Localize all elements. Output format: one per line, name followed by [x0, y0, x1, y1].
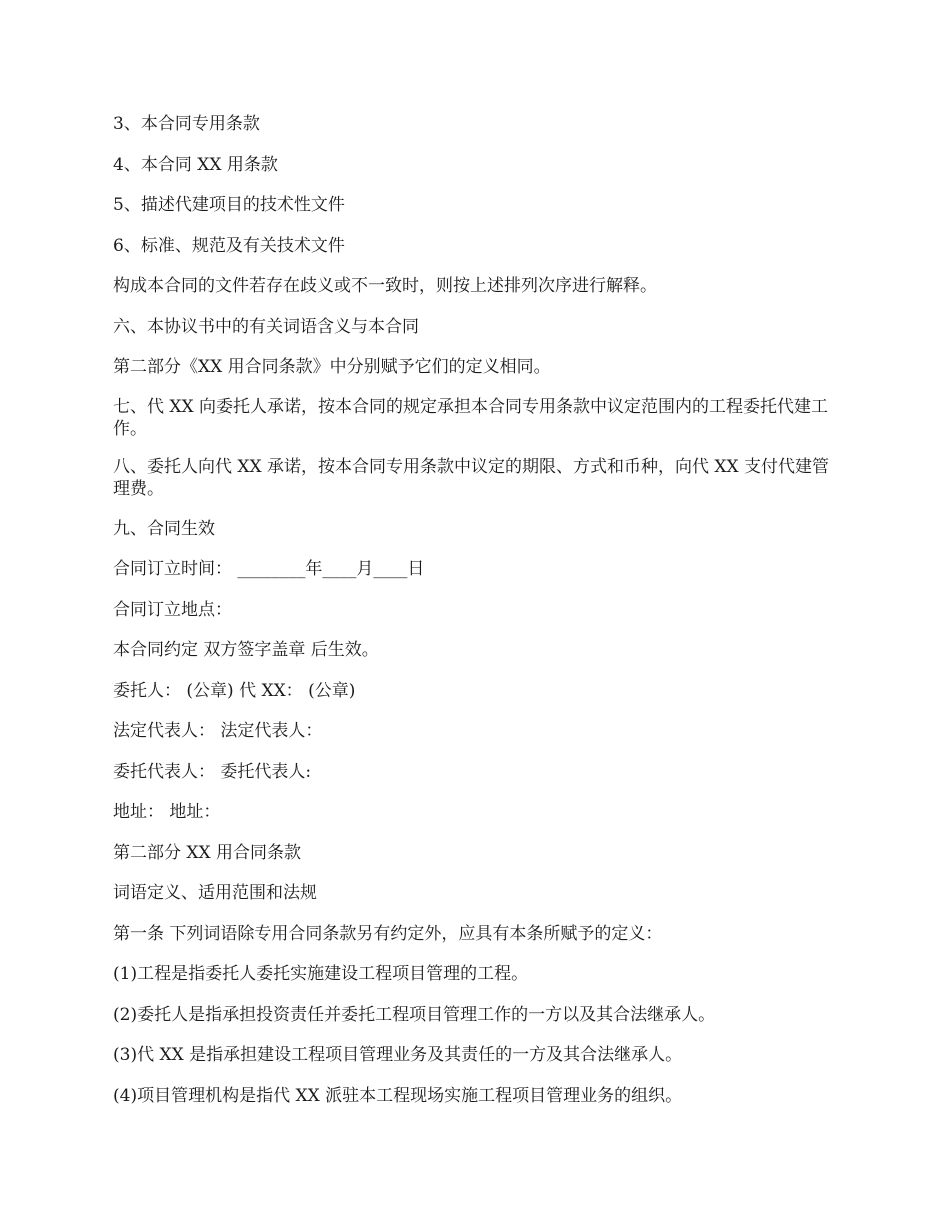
definition-2: (2)委托人是指承担投资责任并委托工程项目管理工作的一方以及其合法继承人。	[113, 1004, 716, 1025]
section-six-body: 第二部分《XX 用合同条款》中分别赋予它们的定义相同。	[113, 357, 551, 377]
authorized-representatives: 委托代表人： 委托代表人:	[113, 761, 312, 782]
article-one: 第一条 下列词语除专用合同条款另有约定外，应具有本条所赋予的定义：	[113, 923, 663, 944]
precedence-clause: 构成本合同的文件若存在歧义或不一致时，则按上述排列次序进行解释。	[113, 276, 657, 296]
document-body	[113, 112, 838, 1124]
contract-place-line: 合同订立地点：	[113, 599, 232, 620]
section-eight: 八、委托人向代 XX 承诺，按本合同专用条款中议定的期限、方式和币种，向代 XX 支付代建管理费。	[113, 457, 830, 499]
definitions-heading: 词语定义、适用范围和法规	[113, 883, 317, 903]
contract-date-line: 合同订立时间： ________年____月____日	[113, 559, 425, 579]
signatory-seals: 委托人： (公章) 代 XX： (公章)	[113, 680, 356, 701]
definition-4: (4)项目管理机构是指代 XX 派驻本工程现场实施工程项目管理业务的组织。	[113, 1085, 683, 1106]
doc-item-5: 5、描述代建项目的技术性文件	[113, 195, 345, 215]
legal-representatives: 法定代表人： 法定代表人：	[113, 721, 323, 741]
part-two-heading: 第二部分 XX 用合同条款	[113, 842, 302, 863]
doc-item-4: 4、本合同 XX 用条款	[113, 154, 278, 175]
doc-item-6: 6、标准、规范及有关技术文件	[113, 235, 345, 256]
section-nine-heading: 九、合同生效	[113, 518, 215, 539]
address-line: 地址： 地址：	[113, 802, 221, 822]
section-seven: 七、代 XX 向委托人承诺，按本合同的规定承担本合同专用条款中议定范围内的工程委托代建工作。	[113, 396, 829, 439]
definition-1: (1)工程是指委托人委托实施建设工程项目管理的工程。	[113, 964, 529, 984]
effective-clause: 本合同约定 双方签字盖章 后生效。	[113, 640, 379, 660]
doc-item-3: 3、本合同专用条款	[113, 114, 260, 134]
section-six-heading: 六、本协议书中的有关词语含义与本合同	[113, 316, 419, 337]
definition-3: (3)代 XX 是指承担建设工程项目管理业务及其责任的一方及其合法继承人。	[113, 1045, 683, 1065]
